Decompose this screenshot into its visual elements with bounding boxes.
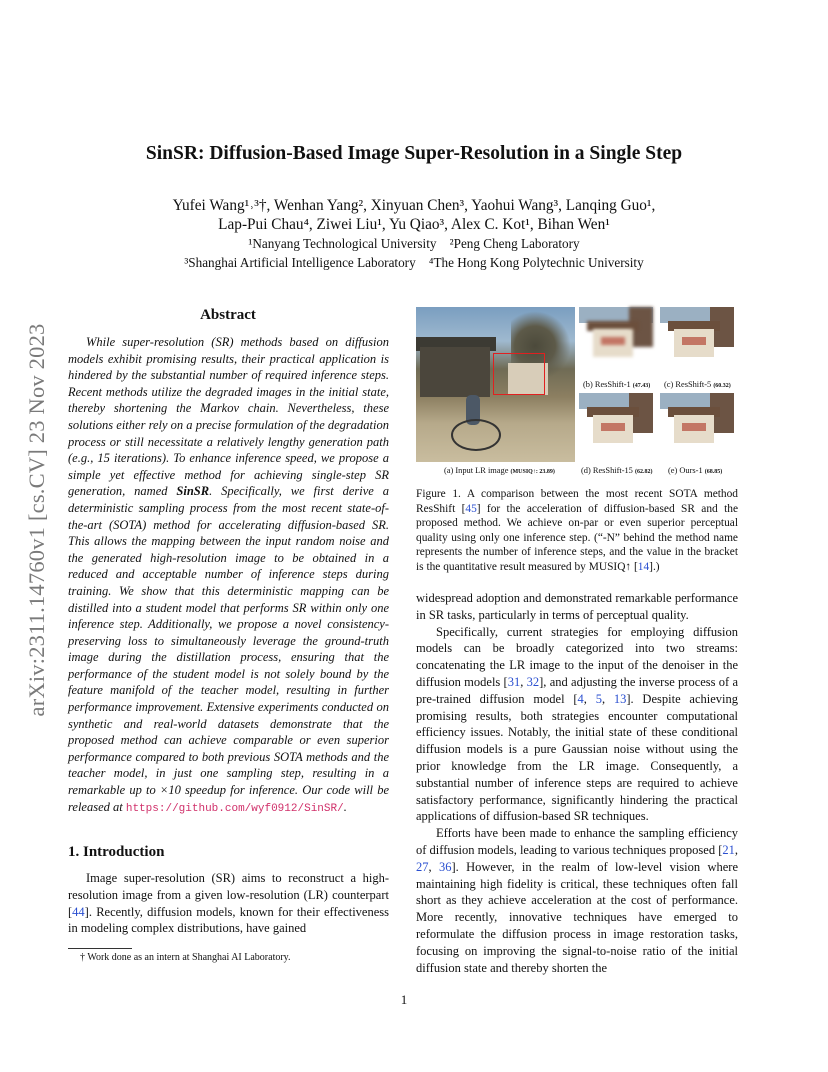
label-b: (b) ResShift-1 (47.43) <box>583 380 651 389</box>
affiliation-line-1: ¹Nanyang Technological University ²Peng Cheng Laboratory <box>248 236 580 251</box>
footnote: † Work done as an intern at Shanghai AI Laboratory. <box>80 952 291 963</box>
page-number: 1 <box>400 992 408 1007</box>
abstract-heading: Abstract <box>200 307 256 323</box>
author-line-2: Lap-Pui Chau⁴, Ziwei Liu¹, Yu Qiao³, Alex C. Kot¹, Bihan Wen¹ <box>218 216 610 233</box>
intro-text-a: Image super-resolution (SR) aims to reconstruct a high-resolution image from a given low-resolution (LR) counterpart [ <box>68 871 389 919</box>
label-d: (d) ResShift-15 (62.82) <box>581 466 653 475</box>
figure-1 <box>416 307 736 479</box>
paragraph-strategies: Specifically, current strategies for employing diffusion models can be broadly categorized into two streams: concatenating the LR image to the input of the denoiser in the diffusion models [31, 32], and adjusting the inverse process of a pre-trained diffusion model [4, 5, 13]. Despite achieving promising results, both strategies encounter computational efficiency issues. Notably, the initial state of these conditional diffusion models is a pure Gaussian noise without using the prior knowledge from the LR image. Consequently, a substantial number of inference steps are required to achieve satisfactory performance, significantly hindering the practical applications of diffusion-based SR techniques. <box>416 624 739 824</box>
ours-1-crop <box>660 393 734 459</box>
citation-link[interactable]: 27 <box>416 859 429 874</box>
footnote-rule <box>68 948 132 949</box>
resshift-15-crop <box>579 393 653 459</box>
label-c: (c) ResShift-5 (60.32) <box>664 380 731 389</box>
citation-link[interactable]: 14 <box>637 560 650 573</box>
abstract-text-1: While super-resolution (SR) methods based on diffusion models exhibit promising results, their practical application is hindered by the substantial number of required inference steps. Recent methods utilize the degraded images in the initial state, thereby shortening the Markov chain. Nevertheless, these solutions either rely on a precise formulation of the degradation process or still necessitate a relatively lengthy generation path (e.g., 15 iterations). To enhance inference speed, we propose a simple yet effective method for achieving single-step SR generation, named <box>68 335 389 499</box>
citation-link[interactable]: 31 <box>507 674 521 689</box>
citation-link[interactable]: 32 <box>526 674 540 689</box>
citation-link[interactable]: 44 <box>72 904 85 919</box>
abstract-text-end: . <box>343 799 347 814</box>
citation-link[interactable]: 36 <box>438 859 452 874</box>
method-name: SinSR <box>176 484 210 499</box>
abstract-text-2: . Specifically, we first derive a deterministic sampling process from the most recent state-of-the-art (SOTA) method for accelerating diffusion-based SR. This allows the mapping between the input random noise and the generated high-resolution image to be obtained in a reduced and acceptable number of inference steps during training. We show that this deterministic mapping can be distilled into a student model that performs SR within only one inference step. Additionally, we propose a novel consistency-preserving loss to simultaneously leverage the ground-truth image during the distillation process, ensuring that the performance of the student model is not solely bound by the feature manifold of the teacher model, resulting in further performance improvement. Extensive experiments conducted on synthetic and real-world datasets demonstrate that the proposed method can achieve comparable or even superior performance compared to both previous SOTA methods and the teacher model, in just one sampling step, resulting in a remarkable up to ×10 speedup for inference. Our code will be released at <box>68 484 389 814</box>
citation-link[interactable]: 5 <box>595 691 602 706</box>
resshift-1-crop <box>579 307 653 373</box>
input-lr-image <box>416 307 575 462</box>
intro-paragraph <box>68 870 389 937</box>
intro-text-b: ]. Recently, diffusion models, known for their effectiveness in modeling complex distributions, have gained <box>68 904 389 936</box>
arxiv-sidebar-stamp <box>22 270 52 770</box>
citation-link[interactable]: 21 <box>722 842 735 857</box>
author-line-1: Yufei Wang¹˒³†, Wenhan Yang², Xinyuan Chen³, Yaohui Wang³, Lanqing Guo¹, <box>172 197 656 214</box>
label-e: (e) Ours-1 (68.85) <box>668 466 723 475</box>
citation-link[interactable]: 13 <box>613 691 627 706</box>
citation-link[interactable]: 45 <box>465 502 477 515</box>
paragraph-continuation: widespread adoption and demonstrated remarkable performance in SR tasks, particularly in terms of perceptual quality. <box>416 591 738 622</box>
citation-link[interactable]: 4 <box>577 691 584 706</box>
figure-1-caption: Figure 1. A comparison between the most recent SOTA method ResShift [45] for the acceleration of diffusion-based SR and the proposed method. We achieve on-par or even superior perceptual quality using only one inference step. (“-N” behind the method name represents the number of inference steps, and the value in the bracket is the quantitative result measured by MUSIQ↑ [14].) <box>416 488 738 573</box>
abstract-body <box>68 334 389 817</box>
paper-title: SinSR: Diffusion-Based Image Super-Resolution in a Single Step <box>145 143 683 164</box>
paragraph-efforts: Efforts have been made to enhance the sampling efficiency of diffusion models, leading to various techniques proposed [21, 27, 36]. However, in the realm of low-level vision where maintaining high fidelity is critical, these techniques often fall short as they achieve acceleration at the cost of performance. More recently, innovative techniques have emerged to reformulate the diffusion process in image restoration tasks, focusing on improving the signal-to-noise ratio of the initial diffusion state and thereby shorten the <box>416 826 739 975</box>
code-url-link[interactable]: https://github.com/wyf0912/SinSR/ <box>125 802 344 815</box>
arxiv-id: arXiv:2311.14760v1 [cs.CV] 23 Nov 2023 <box>24 323 49 717</box>
right-column-body <box>416 590 738 976</box>
resshift-5-crop <box>660 307 734 373</box>
label-a: (a) Input LR image (MUSIQ↑: 23.89) <box>444 466 555 475</box>
section-heading-introduction: 1. Introduction <box>68 844 165 860</box>
affiliation-line-2: ³Shanghai Artificial Intelligence Laboratory ⁴The Hong Kong Polytechnic University <box>184 255 644 270</box>
